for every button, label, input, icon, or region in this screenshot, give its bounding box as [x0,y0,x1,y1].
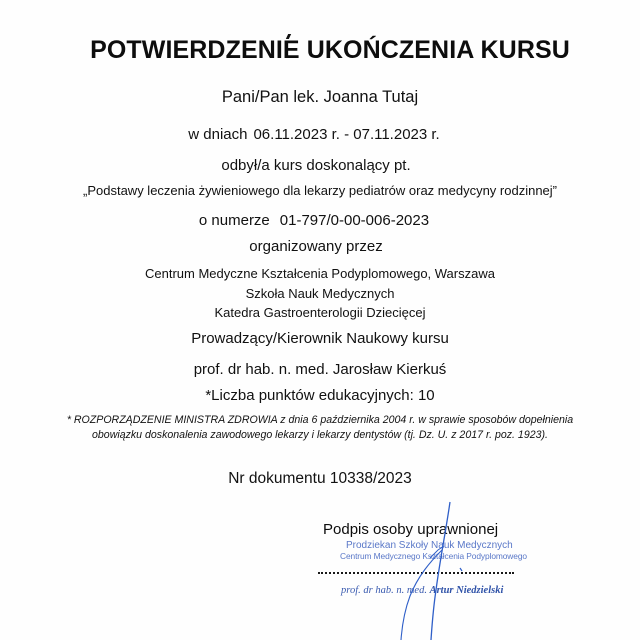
stamp-signatory-name [341,585,503,596]
course-lead-label: Prowadzący/Kierownik Naukowy kursu [191,330,449,347]
course-number-label: o numerze [198,212,270,229]
course-lead-name: prof. dr hab. n. med. Jarosław Kierkuś [193,361,447,378]
course-number [0,212,634,229]
organizer-institution: Centrum Medyczne Kształcenia Podyplomowego, Warszawa [145,266,495,281]
stamp-name-prefix: prof. dr hab. n. med. [341,585,427,596]
organized-by-label: organizowany przez [249,238,383,255]
document-number: Nr dokumentu 10338/2023 [228,470,412,487]
completed-statement: odbył/a kurs doskonalący pt. [221,157,411,174]
document-title: POTWIERDZENIE UKOŃCZENIA KURSU [90,36,570,64]
regulation-footnote: * ROZPORZĄDZENIE MINISTRA ZDROWIA z dnia 6 października 2004 r. w sprawie sposobów dopełnienia obowiązku doskonalenia zawodowego lekarzy i lekarzy dentystów (tj. Dz. U. z 2017 r. poz. 1923). [66,414,574,441]
course-title: „Podstawy leczenia żywieniowego dla lekarzy pediatrów oraz medycyny rodzinnej” [83,183,557,198]
dates-label: w dniach [188,126,248,143]
stamp-name-value: Artur Niedzielski [429,585,504,596]
organizer-department: Katedra Gastroenterologii Dziecięcej [214,305,426,320]
recipient-name: Pani/Pan lek. Joanna Tutaj [221,88,419,106]
stamp-line-position: Prodziekan Szkoły Nauk Medycznych [346,540,513,551]
course-dates [0,126,634,143]
signature-dotted-line [318,572,514,576]
education-points: *Liczba punktów edukacyjnych: 10 [205,387,435,404]
course-number-value: 01-797/0-00-006-2023 [279,212,430,229]
stamp-line-institution: Centrum Medycznego Kształcenia Podyplomowego [340,551,527,561]
dates-value: 06.11.2023 r. - 07.11.2023 r. [253,126,440,143]
signature-label: Podpis osoby uprawnionej [323,521,499,538]
organizer-school: Szkoła Nauk Medycznych [245,286,395,301]
